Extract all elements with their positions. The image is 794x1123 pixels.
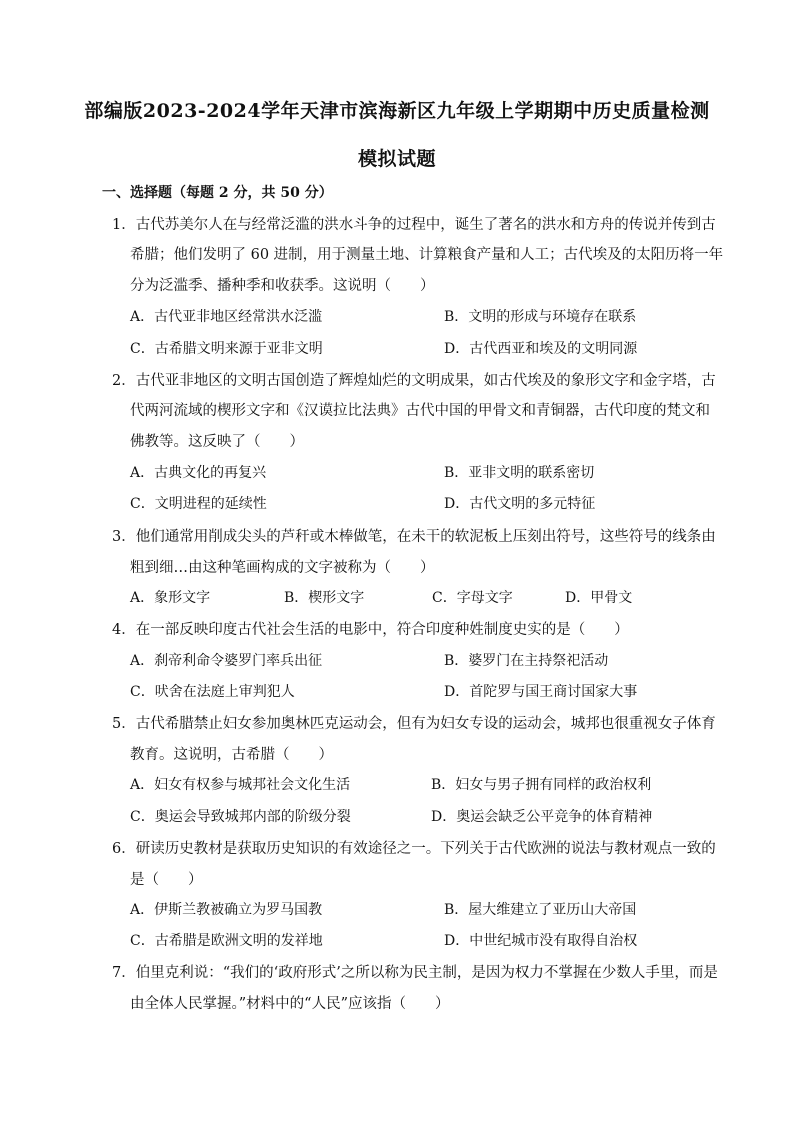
question-2-line-1: 2．古代亚非地区的文明古国创造了辉煌灿烂的文明成果，如古代埃及的象形文字和金字塔，古 xyxy=(112,373,716,389)
question-7-line-2: 由全体人民掌握。”材料中的“人民”应该指（ ） xyxy=(130,996,450,1012)
question-3-option-d[interactable]: D．甲骨文 xyxy=(565,590,633,606)
question-4-line-1: 4．在一部反映印度古代社会生活的电影中，符合印度种姓制度史实的是（ ） xyxy=(112,622,629,638)
question-2-line-3: 佛教等。这反映了（ ） xyxy=(130,434,304,450)
question-3-line-1: 3．他们通常用削成尖头的芦秆或木棒做笔，在未干的软泥板上压刻出符号，这些符号的线条由 xyxy=(112,529,716,545)
question-5-option-a[interactable]: A．妇女有权参与城邦社会文化生活 xyxy=(130,777,351,793)
question-1-line-2: 希腊；他们发明了 60 进制，用于测量土地、计算粮食产量和人工；古代埃及的太阳历将一年 xyxy=(130,247,724,263)
question-4-option-d[interactable]: D．首陀罗与国王商讨国家大事 xyxy=(444,684,638,700)
question-3-option-c[interactable]: C．字母文字 xyxy=(432,590,513,606)
question-6-line-1: 6．研读历史教材是获取历史知识的有效途径之一。下列关于古代欧洲的说法与教材观点一致的 xyxy=(112,841,716,857)
question-6-option-b[interactable]: B．屋大维建立了亚历山大帝国 xyxy=(444,902,637,918)
question-2-option-c[interactable]: C．文明进程的延续性 xyxy=(130,496,267,512)
question-6-option-c[interactable]: C．古希腊是欧洲文明的发祥地 xyxy=(130,933,323,949)
question-7-line-1: 7．伯里克利说：“我们的‘政府形式’之所以称为民主制，是因为权力不掌握在少数人手里，而是 xyxy=(112,965,718,981)
section-heading: 一、选择题（每题 2 分，共 50 分） xyxy=(102,185,333,201)
question-1-option-b[interactable]: B．文明的形成与环境存在联系 xyxy=(444,309,637,325)
question-1-option-a[interactable]: A．古代亚非地区经常洪水泛滥 xyxy=(130,309,323,325)
question-2-line-2: 代两河流域的楔形文字和《汉谟拉比法典》古代中国的甲骨文和青铜器，古代印度的梵文和 xyxy=(130,403,710,419)
question-2-option-a[interactable]: A．古典文化的再复兴 xyxy=(130,465,267,481)
question-6-option-d[interactable]: D．中世纪城市没有取得自治权 xyxy=(444,933,638,949)
question-2-option-d[interactable]: D．古代文明的多元特征 xyxy=(444,496,596,512)
question-3-line-2: 粗到细…由这种笔画构成的文字被称为（ ） xyxy=(130,560,435,576)
question-6-line-2: 是（ ） xyxy=(130,872,203,888)
question-6-option-a[interactable]: A．伊斯兰教被确立为罗马国教 xyxy=(130,902,323,918)
question-5-line-2: 教育。这说明，古希腊（ ） xyxy=(130,747,333,763)
question-5-line-1: 5．古代希腊禁止妇女参加奥林匹克运动会，但有为妇女专设的运动会，城邦也很重视女子体育 xyxy=(112,716,716,732)
question-5-option-d[interactable]: D．奥运会缺乏公平竞争的体育精神 xyxy=(431,809,653,825)
question-1-line-3: 分为泛滥季、播种季和收获季。这说明（ ） xyxy=(130,278,435,294)
question-5-option-c[interactable]: C．奥运会导致城邦内部的阶级分裂 xyxy=(130,809,351,825)
question-1-option-d[interactable]: D．古代西亚和埃及的文明同源 xyxy=(444,341,638,357)
question-4-option-a[interactable]: A．刹帝利命令婆罗门率兵出征 xyxy=(130,653,323,669)
question-1-line-1: 1．古代苏美尔人在与经常泛滥的洪水斗争的过程中，诞生了著名的洪水和方舟的传说并传到古 xyxy=(112,217,716,233)
exam-title: 部编版2023-2024学年天津市滨海新区九年级上学期期中历史质量检测 xyxy=(84,100,710,122)
question-4-option-c[interactable]: C．吠舍在法庭上审判犯人 xyxy=(130,684,295,700)
question-3-option-a[interactable]: A．象形文字 xyxy=(130,590,211,606)
question-3-option-b[interactable]: B．楔形文字 xyxy=(284,590,365,606)
question-5-option-b[interactable]: B．妇女与男子拥有同样的政治权利 xyxy=(431,777,652,793)
question-2-option-b[interactable]: B．亚非文明的联系密切 xyxy=(444,465,595,481)
exam-subtitle: 模拟试题 xyxy=(357,148,436,170)
question-1-option-c[interactable]: C．古希腊文明来源于亚非文明 xyxy=(130,341,323,357)
question-4-option-b[interactable]: B．婆罗门在主持祭祀活动 xyxy=(444,653,609,669)
